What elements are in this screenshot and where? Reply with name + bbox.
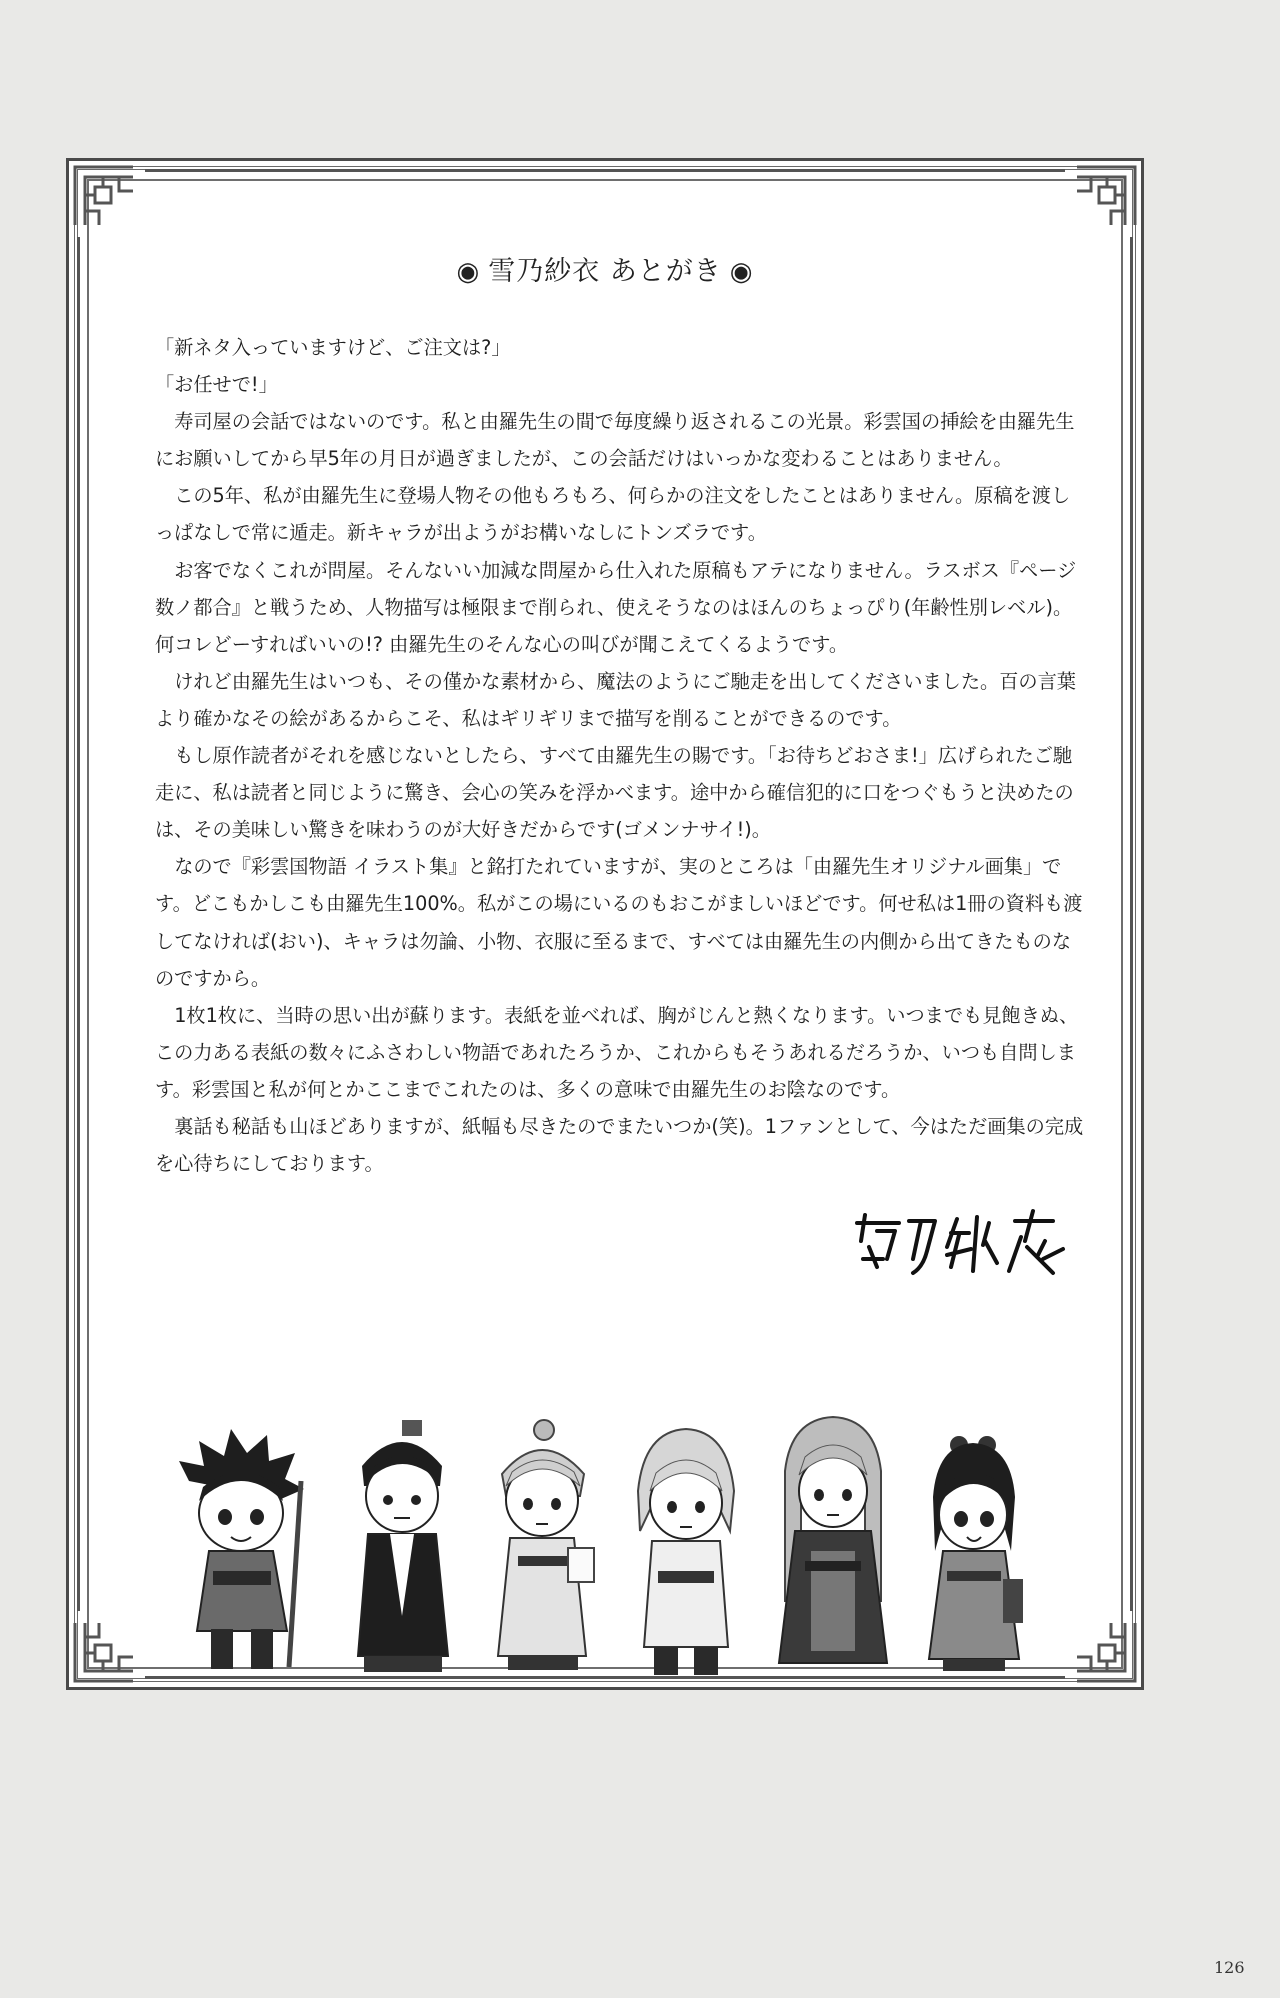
paragraph: 裏話も秘話も山ほどありますが、紙幅も尽きたのでまたいつか(笑)。1ファンとして、今はただ画集の完成を心待ちにしております。: [155, 1114, 1084, 1176]
frame-line-right: [1130, 237, 1133, 1611]
frame-corner-ornament: [71, 1619, 137, 1685]
afterword-heading: [69, 249, 1141, 288]
paragraph: お客でなくこれが問屋。そんないい加減な問屋から仕入れた原稿もアテになりません。ラスボス『ページ数ノ都合』と戦うため、人物描写は極限まで削られ、使えそうなのはほんのちょっぴり(年齢性別レベル)。何コレどーすればいいの!? 由羅先生のそんな心の叫びが聞こえてくるようです。: [155, 558, 1077, 656]
paragraph: 1枚1枚に、当時の思い出が蘇ります。表紙を並べれば、胸がじんと熱くなります。いつまでも見飽きぬ、この力ある表紙の数々にふさわしい物語であれたろうか、これからもそうあれるだろうか、いつも自問します。彩雲国と私が何とかここまでこれたのは、多くの意味で由羅先生のお陰なのです。: [155, 1003, 1079, 1101]
paragraph: 「お任せで!」: [155, 373, 278, 397]
ornamental-frame: [66, 158, 1144, 1690]
paragraph: もし原作読者がそれを感じないとしたら、すべて由羅先生の賜です。「お待ちどおさま!」広げられたご馳走に、私は読者と同じように驚き、会心の笑みを浮かべます。途中から確信犯的に口をつぐもうと決めたのは、その美味しい驚きを味わうのが大好きだからです(ゴメンナサイ!)。: [155, 744, 1074, 842]
paragraph: けれど由羅先生はいつも、その僅かな素材から、魔法のようにご馳走を出してくださいました。百の言葉より確かなその絵があるからこそ、私はギリギリまで描写を削ることができるのです。: [155, 669, 1076, 730]
bullet-icon: ◉: [456, 257, 481, 287]
chibi-character-6: [919, 1431, 1029, 1681]
paragraph: なので『彩雲国物語 イラスト集』と銘打たれていますが、実のところは「由羅先生オリジナル画集」です。どこもかしこも由羅先生100%。私がこの場にいるのもおこがましいほどです。何せ私は1冊の資料も渡してなければ(おい)、キャラは勿論、小物、衣服に至るまで、すべては由羅先生の内側から出てきたものなのですから。: [155, 855, 1083, 990]
bullet-icon: ◉: [729, 257, 754, 287]
chibi-character-1: [169, 1421, 319, 1681]
afterword-body: [155, 329, 1085, 1182]
paragraph: この5年、私が由羅先生に登場人物その他もろもろ、何らかの注文をしたことはありません。原稿を渡しっぱなしで常に遁走。新キャラが出ようがお構いなしにトンズラです。: [155, 484, 1071, 545]
frame-line-top: [145, 169, 1065, 172]
frame-corner-ornament: [1073, 1619, 1139, 1685]
handwritten-signature: [847, 1201, 1087, 1291]
frame-corner-ornament: [71, 163, 137, 229]
chibi-character-4: [624, 1421, 744, 1681]
chibi-characters-illustration: [169, 1401, 1029, 1681]
chibi-character-2: [344, 1416, 459, 1681]
heading-text: 雪乃紗衣 あとがき: [488, 256, 722, 287]
frame-line-left: [77, 237, 80, 1611]
page-number: 126: [1214, 1958, 1245, 1977]
frame-corner-ornament: [1073, 163, 1139, 229]
paragraph: 「新ネタ入っていますけど、ご注文は?」: [155, 336, 511, 359]
paragraph: 寿司屋の会話ではないのです。私と由羅先生の間で毎度繰り返されるこの光景。彩雲国の挿絵を由羅先生にお願いしてから早5年の月日が過ぎましたが、この会話だけはいっかな変わることはありません。: [155, 410, 1075, 471]
chibi-character-3: [484, 1416, 599, 1681]
chibi-character-5: [769, 1411, 894, 1681]
